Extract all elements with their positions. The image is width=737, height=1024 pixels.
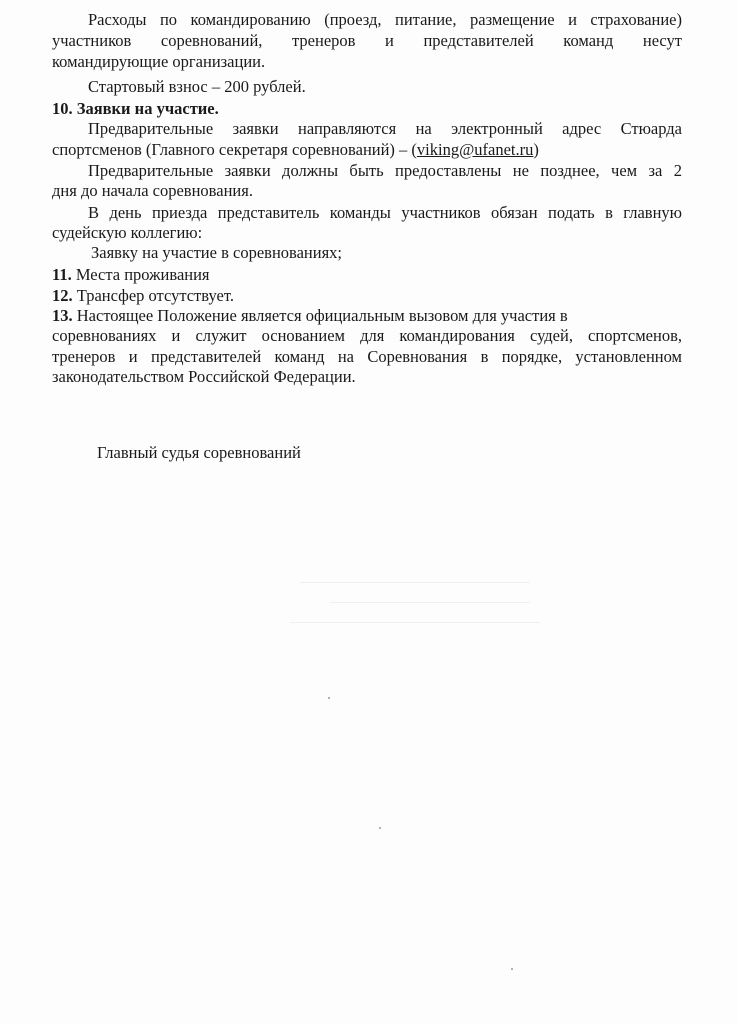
scan-speck bbox=[511, 968, 513, 970]
entry-fee-line: Стартовый взнос – 200 рублей. bbox=[88, 77, 306, 96]
deadline-line-2: дня до начала соревнования. bbox=[52, 181, 253, 200]
section-13-text: Настоящее Положение является официальным вызовом для участия в bbox=[72, 306, 568, 325]
scan-speck bbox=[379, 827, 381, 829]
expenses-line-3: командирующие организации. bbox=[52, 52, 266, 71]
scan-speck bbox=[328, 697, 330, 699]
expenses-line-1: Расходы по командированию (проезд, питание, размещение и страхование) bbox=[88, 10, 682, 29]
application-item: Заявку на участие в соревнованиях; bbox=[91, 243, 343, 262]
section-11-text: Места проживания bbox=[71, 265, 210, 284]
arrival-line-1: В день приезда представитель команды участников обязан подать в главную bbox=[88, 203, 682, 222]
section-10-heading: 10. Заявки на участие. bbox=[52, 99, 219, 118]
bleed-through-line bbox=[300, 582, 530, 583]
deadline-line-1: Предварительные заявки должны быть предоставлены не позднее, чем за 2 bbox=[88, 161, 682, 180]
applications-line-2 bbox=[52, 140, 682, 160]
applications-line-2-prefix: спортсменов (Главного секретаря соревнований) – ( bbox=[52, 140, 417, 159]
arrival-line-2: судейскую коллегию: bbox=[52, 223, 203, 242]
section-12-text: Трансфер отсутствует. bbox=[72, 286, 234, 305]
section-13-number: 13. bbox=[52, 306, 73, 325]
section-12 bbox=[52, 286, 682, 306]
section-12-number: 12. bbox=[52, 286, 73, 305]
email-link[interactable]: viking@ufanet.ru bbox=[416, 140, 534, 159]
applications-line-1: Предварительные заявки направляются на электронный адрес Стюарда bbox=[88, 119, 682, 138]
section-13-line-3: тренеров и представителей команд на Соревнования в порядке, установленном bbox=[52, 347, 682, 366]
bleed-through-line bbox=[330, 602, 530, 603]
section-13-line-1 bbox=[52, 306, 682, 326]
applications-line-2-suffix: ) bbox=[533, 140, 539, 159]
section-11-number: 11. bbox=[52, 265, 72, 284]
chief-judge-signature-label: Главный судья соревнований bbox=[97, 443, 301, 462]
bleed-through-line bbox=[290, 622, 540, 623]
section-13-line-2: соревнованиях и служит основанием для командирования судей, спортсменов, bbox=[52, 326, 682, 345]
expenses-line-2: участников соревнований, тренеров и представителей команд несут bbox=[52, 31, 682, 50]
section-11 bbox=[52, 265, 682, 285]
section-13-line-4: законодательством Российской Федерации. bbox=[52, 367, 356, 386]
